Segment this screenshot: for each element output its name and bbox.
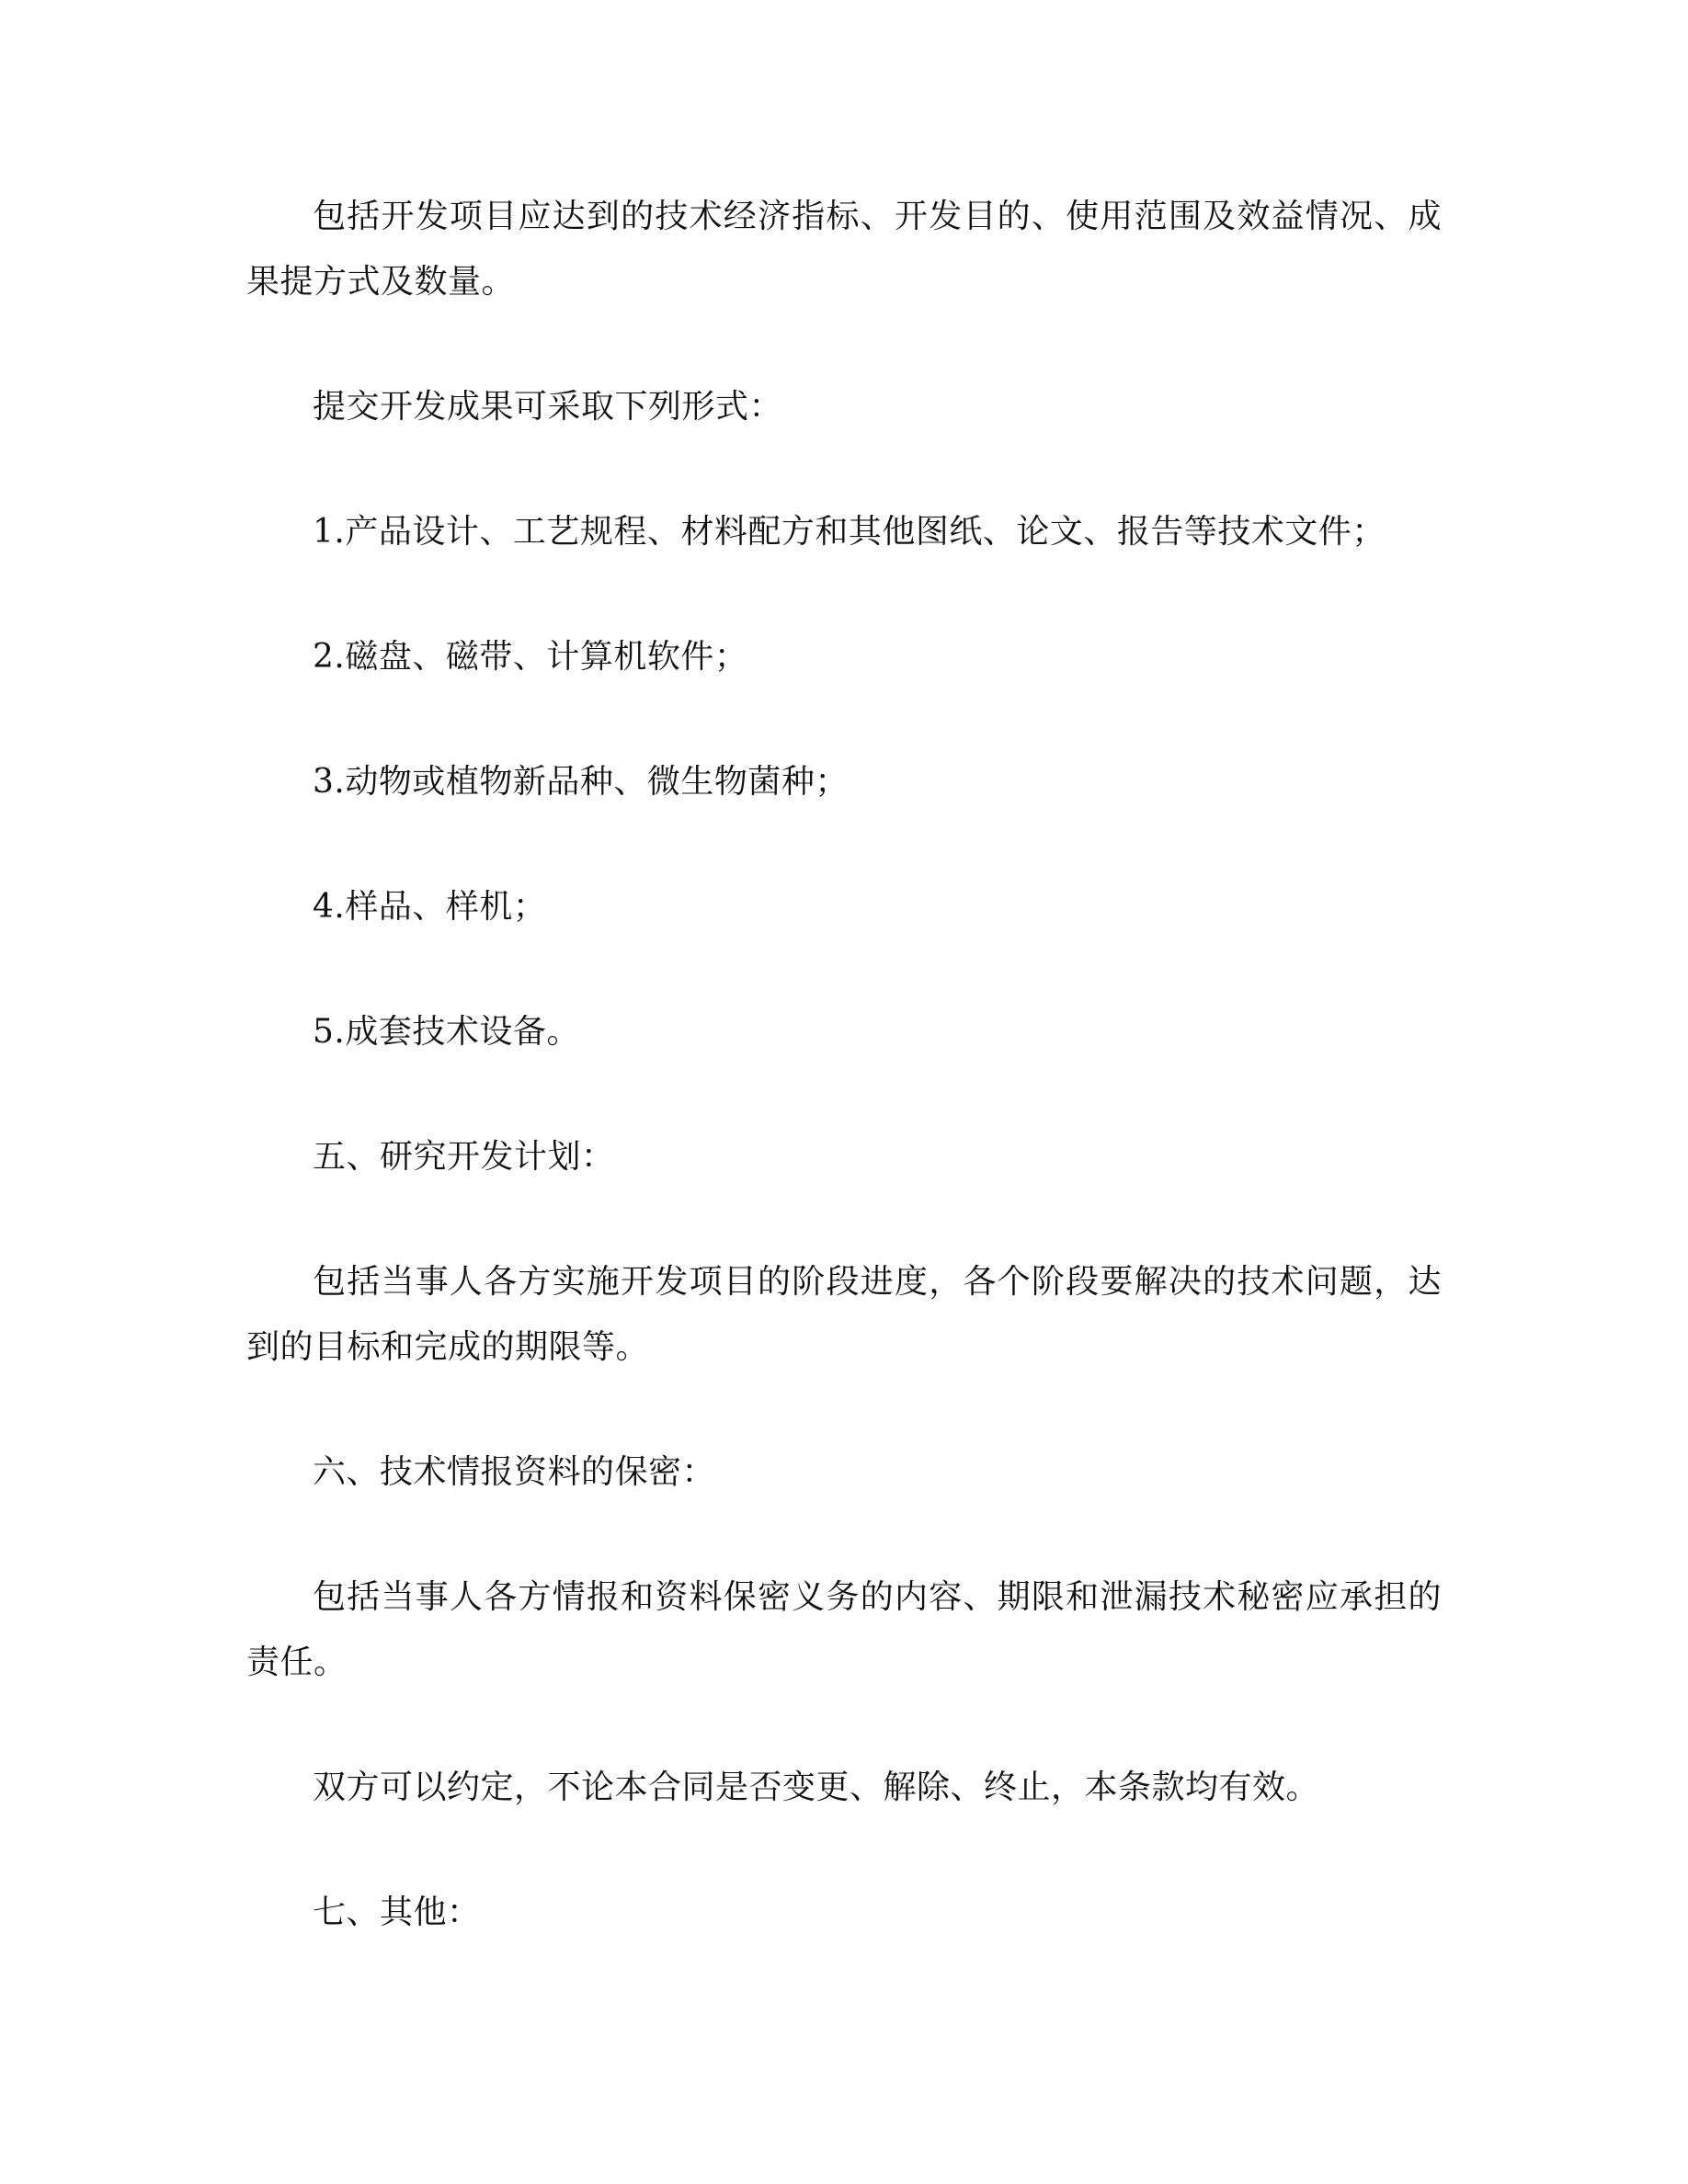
list-item-samples: 4.样品、样机；: [313, 888, 547, 926]
document-page: [246, 184, 1442, 2005]
paragraph-deliverables-scope: 包括开发项目应达到的技术经济指标、开发目的、使用范围及效益情况、成果提方式及数量。: [246, 198, 1442, 301]
list-item-technical-documents: 1.产品设计、工艺规程、材料配方和其他图纸、论文、报告等技术文件；: [313, 513, 1386, 551]
paragraph-clause-validity: 双方可以约定，不论本合同是否变更、解除、终止，本条款均有效。: [313, 1769, 1320, 1806]
list-item-equipment: 5.成套技术设备。: [313, 1013, 580, 1051]
section-heading-rd-plan: 五、研究开发计划：: [313, 1138, 615, 1176]
list-item-new-varieties: 3.动物或植物新品种、微生物菌种；: [313, 763, 849, 801]
paragraph-deliverable-forms-intro: 提交开发成果可采取下列形式：: [313, 388, 783, 426]
paragraph-rd-plan: 包括当事人各方实施开发项目的阶段进度，各个阶段要解决的技术问题，达到的目标和完成的期限等。: [246, 1263, 1442, 1366]
paragraph-confidentiality: 包括当事人各方情报和资料保密义务的内容、期限和泄漏技术秘密应承担的责任。: [246, 1578, 1442, 1681]
section-heading-confidentiality: 六、技术情报资料的保密：: [313, 1453, 716, 1491]
list-item-disks-software: 2.磁盘、磁带、计算机软件；: [313, 638, 748, 676]
section-heading-other: 七、其他：: [313, 1894, 481, 1931]
